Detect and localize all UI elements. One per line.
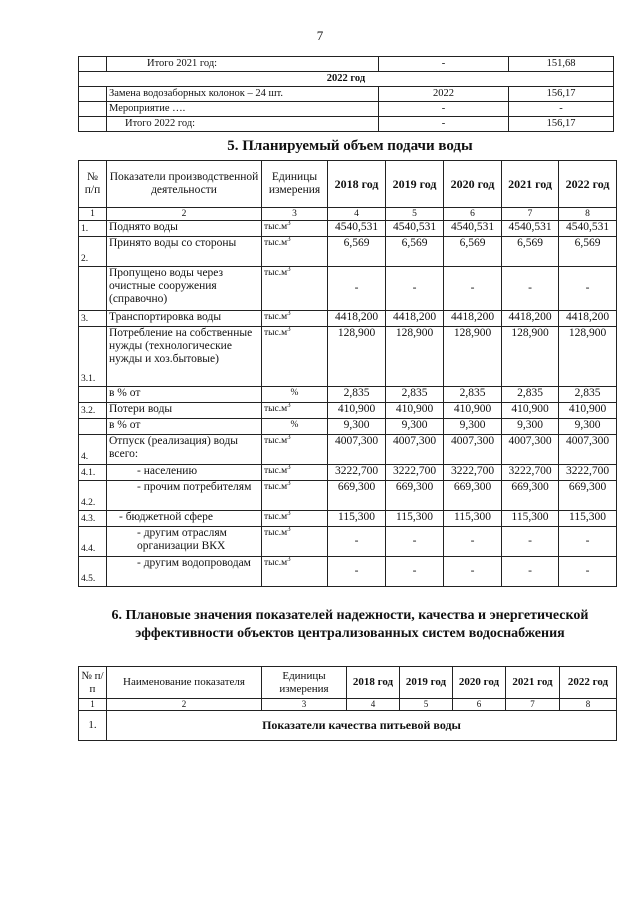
- row-value: -: [502, 267, 559, 311]
- row-value: 669,300: [386, 481, 444, 511]
- row-num: 4.5.: [79, 557, 107, 587]
- row-value: 410,900: [386, 403, 444, 419]
- unit-superscript: 3: [287, 526, 291, 533]
- header-year: 2018 год: [347, 667, 400, 699]
- row-value: -: [379, 57, 509, 72]
- row-amount: 156,17: [509, 117, 614, 132]
- table-row: [79, 237, 617, 267]
- row-num: 4.: [79, 435, 107, 465]
- row-value: 128,900: [502, 327, 559, 387]
- row-label: Потери воды: [107, 403, 262, 419]
- row-value: 9,300: [328, 419, 386, 435]
- header-unit: Единицы измерения: [262, 161, 328, 208]
- row-amount: 156,17: [509, 87, 614, 102]
- row-value: 2,835: [559, 387, 617, 403]
- table-row: [79, 511, 617, 527]
- row-unit: [262, 311, 328, 327]
- unit-text: %: [290, 388, 299, 398]
- unit-text: тыс.м: [264, 558, 288, 568]
- table-row: [79, 311, 617, 327]
- row-value: 128,900: [386, 327, 444, 387]
- row-label: Итого 2021 год:: [107, 57, 379, 72]
- row-label: Транспортировка воды: [107, 311, 262, 327]
- header-year: 2021 год: [506, 667, 560, 699]
- row-label: Отпуск (реализация) воды всего:: [107, 435, 262, 465]
- row-unit: [262, 267, 328, 311]
- unit-text: тыс.м: [264, 466, 288, 476]
- header-year: 2021 год: [502, 161, 559, 208]
- row-value: 4007,300: [444, 435, 502, 465]
- table-row: [79, 327, 617, 387]
- row-value: 6,569: [502, 237, 559, 267]
- section-label: Показатели качества питьевой воды: [107, 711, 617, 741]
- table-header-row: [79, 667, 617, 699]
- row-value: 128,900: [328, 327, 386, 387]
- row-label: Замена водозаборных колонок – 24 шт.: [107, 87, 379, 102]
- row-value: 4007,300: [328, 435, 386, 465]
- row-value: 115,300: [444, 511, 502, 527]
- row-label: - населению: [107, 465, 262, 481]
- table-row: [79, 527, 617, 557]
- row-num: 4.4.: [79, 527, 107, 557]
- header-unit: Единицы измерения: [262, 667, 347, 699]
- unit-text: тыс.м: [264, 436, 288, 446]
- row-value: 4418,200: [444, 311, 502, 327]
- row-num: [79, 387, 107, 403]
- row-value: 410,900: [559, 403, 617, 419]
- row-value: 4418,200: [386, 311, 444, 327]
- budget-continuation-table: [78, 56, 614, 132]
- unit-text: тыс.м: [264, 528, 288, 538]
- row-value: -: [379, 117, 509, 132]
- unit-superscript: 3: [287, 464, 291, 471]
- row-value: 9,300: [386, 419, 444, 435]
- header-num: № п/п: [79, 161, 107, 208]
- unit-superscript: 3: [287, 266, 291, 273]
- row-value: 6,569: [444, 237, 502, 267]
- row-label: Пропущено воды через очистные сооружения (справочно): [107, 267, 262, 311]
- section-6-title: 6. Плановые значения показателей надежности, качества и энергетической эффективности объектов централизованных систем водоснабжения: [111, 608, 589, 641]
- row-value: -: [502, 527, 559, 557]
- row-label: - другим водопроводам: [107, 557, 262, 587]
- row-label: в % от: [107, 419, 262, 435]
- row-label: в % от: [107, 387, 262, 403]
- row-unit: [262, 403, 328, 419]
- row-value: 3222,700: [444, 465, 502, 481]
- header-year: 2019 год: [386, 161, 444, 208]
- row-value: 4418,200: [559, 311, 617, 327]
- row-value: 3222,700: [559, 465, 617, 481]
- row-label: Мероприятие ….: [107, 102, 379, 117]
- unit-text: тыс.м: [264, 512, 288, 522]
- row-num: [79, 267, 107, 311]
- unit-text: тыс.м: [264, 222, 288, 232]
- row-value: 6,569: [328, 237, 386, 267]
- table-header-row: [79, 161, 617, 208]
- table-row: [79, 387, 617, 403]
- row-unit: [262, 557, 328, 587]
- row-value: -: [444, 557, 502, 587]
- row-value: 410,900: [502, 403, 559, 419]
- row-value: -: [444, 527, 502, 557]
- row-value: 4007,300: [386, 435, 444, 465]
- header-year: 2022 год: [559, 161, 617, 208]
- row-value: -: [444, 267, 502, 311]
- row-unit: [262, 221, 328, 237]
- header-num: № п/п: [79, 667, 107, 699]
- unit-text: тыс.м: [264, 328, 288, 338]
- row-value: 9,300: [559, 419, 617, 435]
- unit-superscript: 3: [287, 556, 291, 563]
- row-unit: [262, 435, 328, 465]
- unit-superscript: 3: [287, 402, 291, 409]
- header-year: 2022 год: [560, 667, 617, 699]
- unit-superscript: 3: [287, 220, 291, 227]
- row-value: -: [386, 267, 444, 311]
- unit-superscript: 3: [287, 310, 291, 317]
- table-row: [79, 102, 614, 117]
- row-value: -: [328, 267, 386, 311]
- row-value: 4540,531: [386, 221, 444, 237]
- row-label: Принято воды со стороны: [107, 237, 262, 267]
- row-value: 115,300: [502, 511, 559, 527]
- table-row: [79, 419, 617, 435]
- table-row: [79, 711, 617, 741]
- row-unit: [262, 419, 328, 435]
- row-value: 669,300: [444, 481, 502, 511]
- unit-superscript: 3: [287, 480, 291, 487]
- header-indicator: Показатели производственной деятельности: [107, 161, 262, 208]
- row-value: 2,835: [502, 387, 559, 403]
- row-num: 4.2.: [79, 481, 107, 511]
- unit-superscript: 3: [287, 326, 291, 333]
- row-unit: [262, 465, 328, 481]
- unit-text: тыс.м: [264, 404, 288, 414]
- table-row: [79, 87, 614, 102]
- table-row: [79, 72, 614, 87]
- row-value: 4007,300: [502, 435, 559, 465]
- header-year: 2020 год: [444, 161, 502, 208]
- column-index-row: 1 2 3 4 5 6 7 8: [79, 699, 617, 711]
- row-num: 2.: [79, 237, 107, 267]
- header-year: 2020 год: [453, 667, 506, 699]
- row-label: Итого 2022 год:: [107, 117, 379, 132]
- row-value: 3222,700: [328, 465, 386, 481]
- row-label: - прочим потребителям: [107, 481, 262, 511]
- row-value: -: [386, 557, 444, 587]
- row-value: 4418,200: [502, 311, 559, 327]
- unit-text: тыс.м: [264, 268, 288, 278]
- row-value: -: [328, 557, 386, 587]
- row-value: 115,300: [328, 511, 386, 527]
- header-indicator: Наименование показателя: [107, 667, 262, 699]
- table-row: [79, 267, 617, 311]
- row-num: 3.1.: [79, 327, 107, 387]
- row-num: 3.2.: [79, 403, 107, 419]
- row-unit: [262, 237, 328, 267]
- row-value: -: [559, 267, 617, 311]
- row-value: -: [559, 557, 617, 587]
- row-value: -: [559, 527, 617, 557]
- column-index-row: 1 2 3 4 5 6 7 8: [79, 208, 617, 221]
- row-num: 1.: [79, 221, 107, 237]
- unit-superscript: 3: [287, 236, 291, 243]
- unit-superscript: 3: [287, 510, 291, 517]
- row-value: 669,300: [559, 481, 617, 511]
- water-supply-table: [78, 160, 617, 587]
- table-row: [79, 435, 617, 465]
- row-value: -: [386, 527, 444, 557]
- row-value: 4540,531: [444, 221, 502, 237]
- row-value: 3222,700: [502, 465, 559, 481]
- unit-superscript: 3: [287, 434, 291, 441]
- row-value: 410,900: [444, 403, 502, 419]
- row-amount: -: [509, 102, 614, 117]
- row-value: 4418,200: [328, 311, 386, 327]
- row-amount: 151,68: [509, 57, 614, 72]
- row-value: 6,569: [386, 237, 444, 267]
- row-value: 4540,531: [328, 221, 386, 237]
- row-value: 2,835: [328, 387, 386, 403]
- row-value: 3222,700: [386, 465, 444, 481]
- row-unit: [262, 527, 328, 557]
- row-unit: [262, 511, 328, 527]
- row-value: 2,835: [444, 387, 502, 403]
- header-year: 2019 год: [400, 667, 453, 699]
- row-label: - другим отраслям организации ВКХ: [107, 527, 262, 557]
- row-value: -: [502, 557, 559, 587]
- table-row: [79, 557, 617, 587]
- row-num: 4.3.: [79, 511, 107, 527]
- row-value: 128,900: [559, 327, 617, 387]
- unit-text: тыс.м: [264, 482, 288, 492]
- row-label: - бюджетной сфере: [107, 511, 262, 527]
- row-num: 4.1.: [79, 465, 107, 481]
- row-value: 4007,300: [559, 435, 617, 465]
- row-num: 1.: [79, 711, 107, 741]
- row-value: 2,835: [386, 387, 444, 403]
- row-num: 3.: [79, 311, 107, 327]
- table-row: [79, 117, 614, 132]
- table-row: [79, 465, 617, 481]
- row-value: 410,900: [328, 403, 386, 419]
- row-value: 6,569: [559, 237, 617, 267]
- section-5-title: 5. Планируемый объем подачи воды: [227, 138, 473, 154]
- unit-text: тыс.м: [264, 238, 288, 248]
- row-value: 9,300: [502, 419, 559, 435]
- table-row: [79, 221, 617, 237]
- row-value: 9,300: [444, 419, 502, 435]
- row-value: 669,300: [328, 481, 386, 511]
- row-unit: [262, 387, 328, 403]
- row-value: 115,300: [559, 511, 617, 527]
- row-num: [79, 419, 107, 435]
- header-year: 2018 год: [328, 161, 386, 208]
- row-value: -: [328, 527, 386, 557]
- row-value: 669,300: [502, 481, 559, 511]
- unit-text: %: [290, 420, 299, 430]
- row-value: 2022: [379, 87, 509, 102]
- row-value: 115,300: [386, 511, 444, 527]
- year-header: 2022 год: [79, 72, 614, 87]
- table-row: [79, 57, 614, 72]
- row-label: Поднято воды: [107, 221, 262, 237]
- row-value: 4540,531: [559, 221, 617, 237]
- page-number: 7: [316, 28, 324, 43]
- table-row: [79, 481, 617, 511]
- row-unit: [262, 481, 328, 511]
- table-row: [79, 403, 617, 419]
- row-unit: [262, 327, 328, 387]
- reliability-indicators-table: [78, 666, 617, 741]
- row-value: -: [379, 102, 509, 117]
- row-value: 128,900: [444, 327, 502, 387]
- unit-text: тыс.м: [264, 312, 288, 322]
- row-label: Потребление на собственные нужды (технологические нужды и хоз.бытовые): [107, 327, 262, 387]
- row-value: 4540,531: [502, 221, 559, 237]
